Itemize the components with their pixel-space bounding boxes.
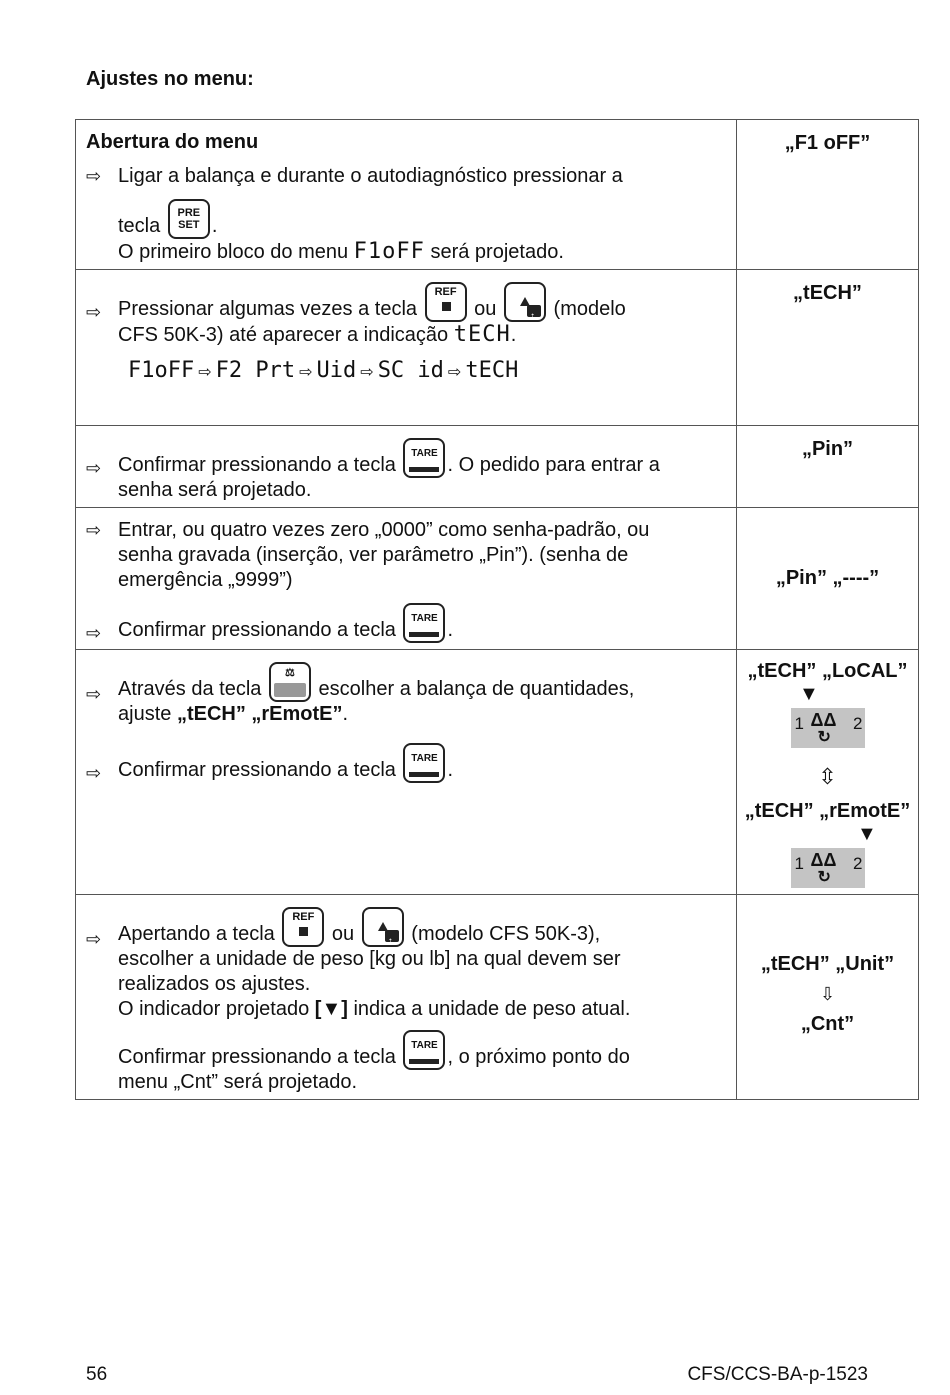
row-title: Abertura do menu [86, 131, 259, 153]
display-value: „Pin” „----” [775, 567, 880, 589]
menu-settings-table [75, 119, 919, 1100]
ref-arrow-key-icon [362, 907, 404, 947]
table-row [76, 508, 919, 650]
tare-key-icon: TARE [403, 603, 445, 643]
arrow-right-icon: ⇨ [86, 929, 102, 949]
display-cell [737, 895, 919, 1100]
arrow-right-icon: ⇨ [299, 362, 313, 381]
instruction-cell: ⇨ Através da tecla ⚖ escolher a balança de quantidades, ajuste „tECH” „rEmotE”. ⇨ Confirmar pressionando a tecla TARE . [76, 650, 737, 895]
page-number: 56 [86, 1364, 108, 1385]
instruction-cell: ⇨ Pressionar algumas vezes a tecla REF ou ↑ (modelo CFS 50K-3) até aparecer a indicação tECH. F1oFF ⇨ F2 Prt ⇨ Uid ⇨ SC id ⇨ tECH [76, 270, 737, 426]
arrow-right-icon: ⇨ [86, 684, 102, 704]
instruction-cell: ⇨ Apertando a tecla REF ou ↑ (modelo CFS 50K-3), escolher a unidade de peso [kg ou lb] na qual devem ser realizados os ajustes. O indicador projetado [▼] indica a unidade de peso atual. Confirmar pressionando a tecla TARE , o próximo ponto do menu „Cnt” será projetado. [76, 895, 737, 1100]
arrow-right-icon: ⇨ [86, 458, 102, 478]
indicator-triangle-icon: ▼ [799, 683, 819, 705]
preset-key-icon: PRE SET [168, 199, 210, 239]
table-row [76, 270, 919, 426]
display-value: „tECH” „Unit” [760, 953, 895, 975]
scale-icon: ΔΔ [810, 850, 837, 870]
scale-switch-key-icon: ⚖ [269, 662, 311, 702]
table-row [76, 650, 919, 895]
table-row [76, 895, 919, 1100]
display-cell [737, 426, 919, 508]
arrow-right-icon: ⇨ [86, 520, 102, 540]
arrow-right-icon: ⇨ [198, 362, 212, 381]
display-cell [737, 508, 919, 650]
arrow-right-icon: ⇨ [86, 302, 102, 322]
arrow-right-icon: ⇨ [86, 623, 102, 643]
scale-display-graphic: 1 ΔΔ ↻ 2 [791, 708, 865, 748]
table-row [76, 120, 919, 270]
display-cell [737, 650, 919, 895]
up-down-arrow-icon: ⇳ [818, 764, 837, 789]
scale-icon: ΔΔ [810, 710, 837, 730]
table-row [76, 426, 919, 508]
display-value: „tECH” „rEmotE” [744, 800, 911, 822]
arrow-down-icon: ⇩ [819, 984, 836, 1004]
menu-sequence: F1oFF ⇨ F2 Prt ⇨ Uid ⇨ SC id ⇨ tECH [128, 358, 519, 383]
tare-key-icon: TARE [403, 1030, 445, 1070]
ref-arrow-key-icon [504, 282, 546, 322]
instruction-cell: ⇨ Confirmar pressionando a tecla TARE . O pedido para entrar a senha será projetado. [76, 426, 737, 508]
arrow-right-icon: ⇨ [86, 763, 102, 783]
ref-key-icon: REF [425, 282, 467, 322]
display-value: „Cnt” [800, 1013, 855, 1035]
cycle-icon: ↻ [817, 729, 831, 746]
display-cell [737, 120, 919, 270]
display-value: „F1 oFF” [784, 132, 871, 154]
display-cell [737, 270, 919, 426]
section-heading: Ajustes no menu: [86, 68, 254, 90]
display-value: „tECH” [793, 282, 862, 304]
arrow-right-icon: ⇨ [447, 362, 462, 381]
tare-key-icon: TARE [403, 743, 445, 783]
instruction-cell: Abertura do menu ⇨ Ligar a balança e durante o autodiagnóstico pressionar a tecla PRE SET . O primeiro bloco do menu F1oFF será projetado. [76, 120, 737, 270]
instruction-cell: ⇨ Entrar, ou quatro vezes zero „0000” como senha-padrão, ou senha gravada (inserção, ver parâmetro „Pin”). (senha de emergência „9999”) ⇨ Confirmar pressionando a tecla TARE . [76, 508, 737, 650]
display-value: „tECH” „LoCAL” [747, 660, 908, 682]
cycle-icon: ↻ [817, 869, 831, 886]
display-value: „Pin” [801, 438, 854, 460]
indicator-triangle-icon: ▼ [857, 823, 877, 845]
segment-display-text: F1oFF [353, 239, 425, 264]
segment-display-text: tECH [453, 322, 511, 347]
arrow-right-icon: ⇨ [86, 166, 102, 186]
document-code: CFS/CCS-BA-p-1523 [687, 1364, 868, 1385]
scale-display-graphic: 1 ΔΔ ↻ 2 [791, 848, 865, 888]
arrow-right-icon: ⇨ [360, 362, 374, 381]
ref-key-icon: REF [282, 907, 324, 947]
tare-key-icon: TARE [403, 438, 445, 478]
